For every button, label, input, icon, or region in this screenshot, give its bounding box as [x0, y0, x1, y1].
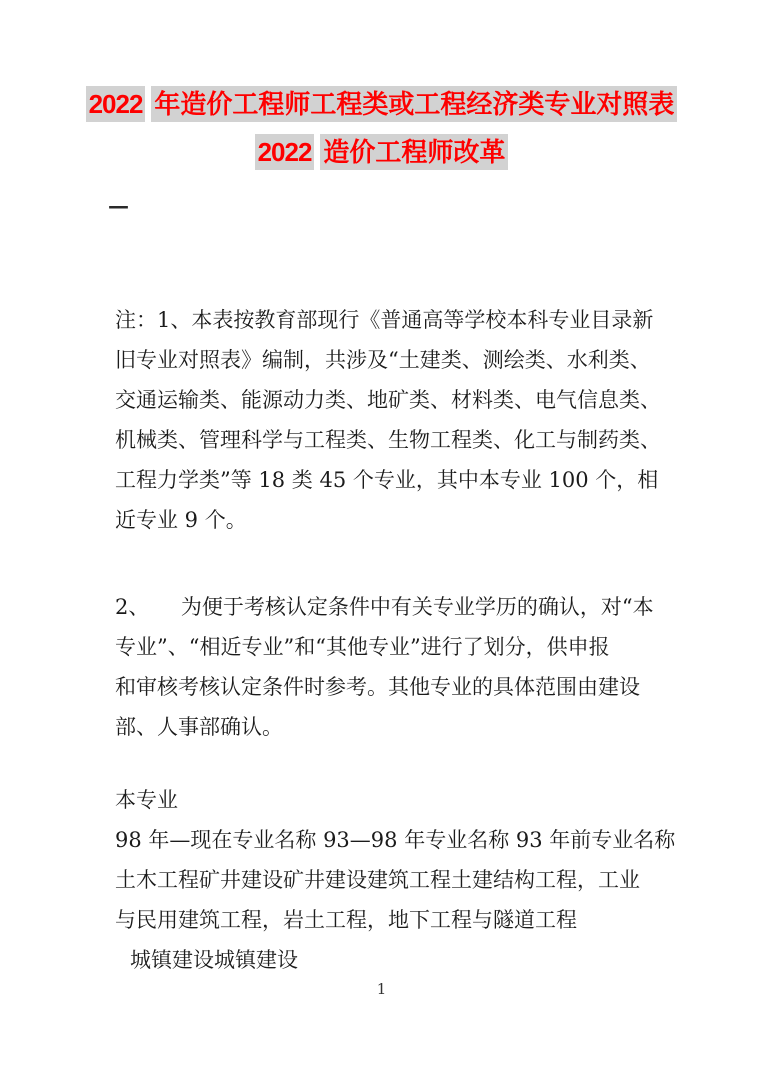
- text-line: 专业”、“相近专业”和“其他专业”进行了划分，供申报: [115, 635, 610, 659]
- title-year-2: 2022: [255, 134, 315, 170]
- title-line-1: [57, 80, 706, 128]
- note-paragraph-1: [115, 300, 660, 540]
- text-line: 土木工程矿井建设矿井建设建筑工程土建结构工程，工业: [115, 868, 640, 892]
- text-line: 近专业 9 个。: [115, 508, 247, 532]
- text-line: 旧专业对照表》编制，共涉及“土建类、测绘类、水利类、: [115, 348, 651, 372]
- title-text-2: 造价工程师改革: [320, 134, 508, 170]
- document-title: [57, 80, 706, 176]
- text-line: 与民用建筑工程，岩土工程，地下工程与隧道工程: [115, 908, 577, 932]
- note-paragraph-2: [115, 587, 660, 747]
- text-line: 城镇建设城镇建设: [130, 948, 298, 972]
- text-line: 98 年—现在专业名称 93—98 年专业名称 93 年前专业名称: [115, 828, 676, 852]
- text-line: 和审核考核认定条件时参考。其他专业的具体范围由建设: [115, 675, 640, 699]
- title-line-2: [57, 128, 706, 176]
- text-line: 工程力学类”等 18 类 45 个专业，其中本专业 100 个，相: [115, 468, 659, 492]
- text-line: 机械类、管理科学与工程类、生物工程类、化工与制药类、: [115, 428, 661, 452]
- title-year-1: 2022: [86, 86, 146, 122]
- text-line: 交通运输类、能源动力类、地矿类、材料类、电气信息类、: [115, 388, 661, 412]
- dash-mark: —: [108, 193, 129, 218]
- title-text-1: 年造价工程师工程类或工程经济类专业对照表: [151, 86, 677, 122]
- page-number: 1: [376, 980, 387, 998]
- section-heading: 本专业: [115, 788, 178, 812]
- section-majors: [115, 780, 676, 980]
- text-line: 注：1、本表按教育部现行《普通高等学校本科专业目录新: [115, 308, 654, 332]
- text-line: 2、 为便于考核认定条件中有关专业学历的确认，对“本: [115, 595, 654, 619]
- text-line: 部、人事部确认。: [115, 715, 283, 739]
